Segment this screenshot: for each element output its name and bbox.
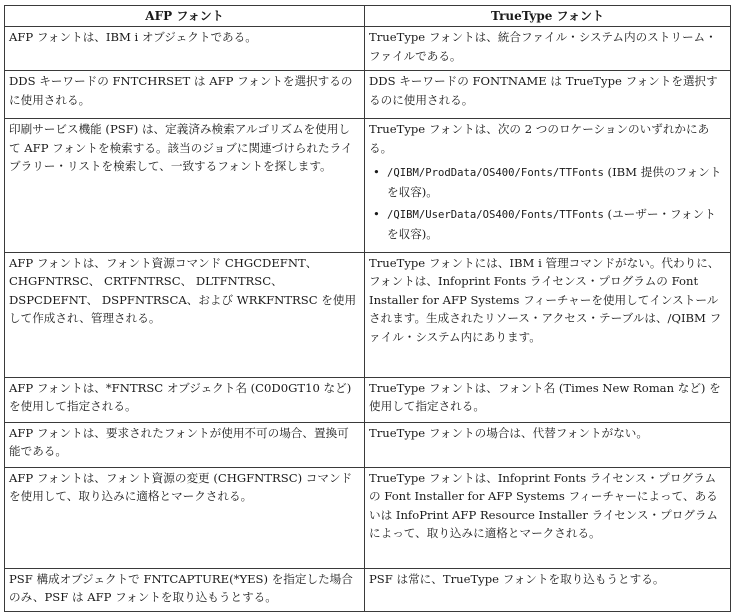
table-row [5, 27, 731, 71]
afp-cell: PSF 構成オブジェクトで FNTCAPTURE(*YES) を指定した場合のみ、PSF は AFP フォントを取り込もうとする。 [5, 568, 365, 611]
user-font-note: (ユーザー・フォントを収容)。 [387, 207, 716, 241]
afp-cell: AFP フォントは、要求されたフォントが使用不可の場合、置換可能である。 [5, 422, 365, 467]
afp-cell: AFP フォントは、*FNTRSC オブジェクト名 (C0D0GT10 など) を使用して指定される。 [5, 377, 365, 422]
afp-cell: 印刷サービス機能 (PSF) は、定義済み検索アルゴリズムを使用して AFP フォントを検索する。該当のジョブに関連づけられたライブラリー・リストを検索して、一致するフォントを探します。 [5, 119, 365, 253]
truetype-location-list [369, 163, 726, 243]
truetype-cell: PSF は常に、TrueType フォントを取り込もうとする。 [365, 568, 731, 611]
afp-cell: DDS キーワードの FNTCHRSET は AFP フォントを選択するのに使用される。 [5, 71, 365, 119]
header-afp-fonts: AFP フォント [5, 6, 365, 27]
header-truetype-fonts: TrueType フォント [365, 6, 731, 27]
font-comparison-table [4, 5, 731, 612]
truetype-cell: TrueType フォントの場合は、代替フォントがない。 [365, 422, 731, 467]
ibm-font-note: (IBM 提供のフォントを収容)。 [387, 165, 722, 199]
table-row [5, 467, 731, 568]
list-item [387, 205, 726, 243]
table-row [5, 377, 731, 422]
truetype-cell: TrueType フォントには、IBM i 管理コマンドがない。代わりに、フォントは、Infoprint Fonts ライセンス・プログラムの Font Installer for AFP Systems フィーチャーを使用してインストールされます。生成されたリソース・アクセス・テーブルは、/QIBM ファイル・システム内にあります。 [365, 252, 731, 377]
truetype-cell [365, 119, 731, 253]
afp-cell: AFP フォントは、フォント資源コマンド CHGCDEFNT、CHGFNTRSC、 CRTFNTRSC、 DLTFNTRSC、DSPCDEFNT、 DSPFNTRSCA、および WRKFNTRSC を使用して作成され、管理される。 [5, 252, 365, 377]
truetype-cell: TrueType フォントは、統合ファイル・システム内のストリーム・ファイルである。 [365, 27, 731, 71]
table-row [5, 252, 731, 377]
truetype-intro: TrueType フォントは、次の 2 つのロケーションのいずれかにある。 [369, 122, 710, 155]
afp-cell: AFP フォントは、IBM i オブジェクトである。 [5, 27, 365, 71]
table-row [5, 71, 731, 119]
table-row [5, 119, 731, 253]
table-row [5, 568, 731, 611]
table-header-row [5, 6, 731, 27]
list-item [387, 163, 726, 201]
truetype-cell: TrueType フォントは、フォント名 (Times New Roman など) を使用して指定される。 [365, 377, 731, 422]
truetype-cell: TrueType フォントは、Infoprint Fonts ライセンス・プログラムの Font Installer for AFP Systems フィーチャーによって、あるいは InfoPrint AFP Resource Installer ライセンス・プログラムによって、取り込みに適格とマークされる。 [365, 467, 731, 568]
user-font-path: /QIBM/UserData/OS400/Fonts/TTFonts [387, 209, 604, 222]
afp-cell: AFP フォントは、フォント資源の変更 (CHGFNTRSC) コマンドを使用して、取り込みに適格とマークされる。 [5, 467, 365, 568]
ibm-font-path: /QIBM/ProdData/OS400/Fonts/TTFonts [387, 167, 604, 180]
table-row [5, 422, 731, 467]
truetype-cell: DDS キーワードの FONTNAME は TrueType フォントを選択するのに使用される。 [365, 71, 731, 119]
